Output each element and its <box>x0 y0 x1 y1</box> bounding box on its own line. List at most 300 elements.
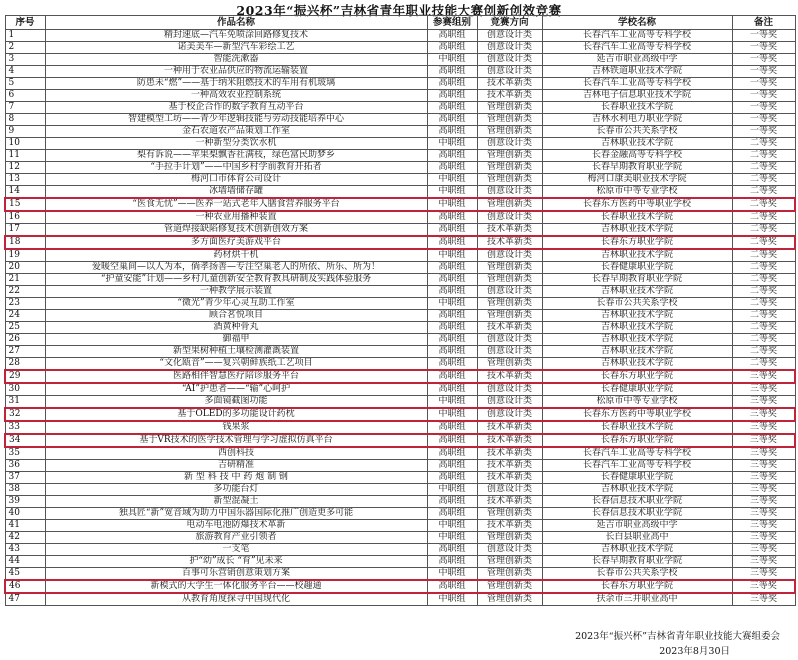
cell-school: 吉林职业技术学院 <box>542 310 732 322</box>
cell-school: 长春汽车工业高等专科学校 <box>542 42 732 54</box>
cell-note: 三等奖 <box>732 396 795 409</box>
cell-no: 5 <box>5 78 45 90</box>
cell-no: 19 <box>5 249 45 262</box>
cell-direction: 技术革新类 <box>477 434 542 447</box>
cell-name: 防患未“燃”——基于纳米阻燃技术的车用有机玻璃 <box>45 78 427 90</box>
cell-note: 一等奖 <box>732 66 795 78</box>
cell-group: 高职组 <box>427 102 477 114</box>
cell-group: 中职组 <box>427 520 477 532</box>
table-row <box>5 434 795 447</box>
cell-note: 三等奖 <box>732 421 795 434</box>
cell-school: 长春市公共关系学校 <box>542 568 732 581</box>
cell-name: 独具匠“新”宽音域为助力中国乐器国际化推广创造更多可能 <box>45 508 427 520</box>
table-row <box>5 249 795 262</box>
cell-direction: 管理创新类 <box>477 114 542 126</box>
cell-note: 一等奖 <box>732 90 795 102</box>
cell-school: 长春职业技术学院 <box>542 102 732 114</box>
cell-school: 长春汽车工业高等专科学校 <box>542 30 732 42</box>
cell-name: 多方面医疗美游戏平台 <box>45 236 427 249</box>
cell-name: 钱果浆 <box>45 421 427 434</box>
table-row <box>5 102 795 114</box>
cell-name: 吉研精准 <box>45 460 427 472</box>
cell-name: 冰墙墙储存罐 <box>45 186 427 199</box>
cell-group: 高职组 <box>427 78 477 90</box>
cell-direction: 管理创新类 <box>477 162 542 174</box>
cell-no: 2 <box>5 42 45 54</box>
cell-no: 37 <box>5 472 45 484</box>
cell-group: 高职组 <box>427 262 477 274</box>
cell-group: 高职组 <box>427 42 477 54</box>
cell-group: 高职组 <box>427 383 477 396</box>
cell-no: 13 <box>5 174 45 186</box>
cell-direction: 创意设计类 <box>477 396 542 409</box>
table-row <box>5 114 795 126</box>
cell-name: 新型果树种植土壤检测灌溉装置 <box>45 346 427 358</box>
cell-name: 精封速底—汽车免喷涂回路修复技术 <box>45 30 427 42</box>
cell-school: 吉林职业技术学院 <box>542 334 732 346</box>
cell-name: 一支笔 <box>45 544 427 556</box>
cell-name: 新 型 科 技 中 药 炮 制 钢 <box>45 472 427 484</box>
cell-group: 中职组 <box>427 249 477 262</box>
cell-no: 43 <box>5 544 45 556</box>
cell-name: 基于OLED的多功能设计药枕 <box>45 408 427 421</box>
cell-note: 三等奖 <box>732 484 795 496</box>
cell-group: 高职组 <box>427 334 477 346</box>
table-row <box>5 310 795 322</box>
cell-group: 中职组 <box>427 568 477 581</box>
cell-name: 百事可乐营销创意策划方案 <box>45 568 427 581</box>
cell-group: 高职组 <box>427 508 477 520</box>
cell-group: 高职组 <box>427 310 477 322</box>
cell-note: 三等奖 <box>732 532 795 544</box>
cell-school: 长春东方职业学院 <box>542 370 732 383</box>
table-row <box>5 346 795 358</box>
footer-date: 2023年8月30日 <box>659 646 730 657</box>
cell-school: 延吉市职业高级中学 <box>542 54 732 66</box>
cell-direction: 管理创新类 <box>477 593 542 606</box>
cell-group: 高职组 <box>427 322 477 334</box>
table-row <box>5 334 795 346</box>
cell-school: 长春市公共关系学校 <box>542 126 732 138</box>
cell-group: 高职组 <box>427 30 477 42</box>
cell-school: 长春汽车工业高等专科学校 <box>542 460 732 472</box>
cell-group: 高职组 <box>427 274 477 286</box>
cell-no: 39 <box>5 496 45 508</box>
cell-school: 长春东方职业学院 <box>542 236 732 249</box>
cell-group: 高职组 <box>427 421 477 434</box>
cell-school: 长春汽车工业高等专科学校 <box>542 78 732 90</box>
cell-school: 吉林职业技术学院 <box>542 484 732 496</box>
cell-direction: 管理创新类 <box>477 508 542 520</box>
cell-direction: 创意设计类 <box>477 544 542 556</box>
cell-note: 二等奖 <box>732 286 795 298</box>
cell-no: 24 <box>5 310 45 322</box>
table-row <box>5 593 795 606</box>
table-row <box>5 66 795 78</box>
cell-note: 一等奖 <box>732 42 795 54</box>
cell-name: 新型混凝土 <box>45 496 427 508</box>
cell-name: 多功能台灯 <box>45 484 427 496</box>
cell-direction: 管理创新类 <box>477 274 542 286</box>
cell-group: 高职组 <box>427 447 477 460</box>
table-body <box>5 30 795 606</box>
table-row <box>5 186 795 199</box>
cell-note: 三等奖 <box>732 544 795 556</box>
cell-name: “护童安能”计划——乡村儿童创新安全教育教具研制及实践体验服务 <box>45 274 427 286</box>
cell-note: 二等奖 <box>732 236 795 249</box>
cell-group: 高职组 <box>427 114 477 126</box>
cell-note: 二等奖 <box>732 162 795 174</box>
cell-no: 3 <box>5 54 45 66</box>
cell-note: 三等奖 <box>732 472 795 484</box>
cell-name: 西创科技 <box>45 447 427 460</box>
cell-group: 中职组 <box>427 54 477 66</box>
cell-school: 长春职业技术学院 <box>542 211 732 224</box>
cell-group: 高职组 <box>427 126 477 138</box>
table-row <box>5 90 795 102</box>
cell-direction: 创意设计类 <box>477 346 542 358</box>
cell-note: 二等奖 <box>732 358 795 371</box>
cell-name: 梨有诉说——苹果梨飘香社满枝，绿色富民助梦乡 <box>45 150 427 162</box>
cell-school: 扶余市三井职业高中 <box>542 593 732 606</box>
cell-name: 智能洗漱器 <box>45 54 427 66</box>
cell-school: 长春金融高等专科学校 <box>542 150 732 162</box>
cell-note: 三等奖 <box>732 370 795 383</box>
cell-school: 吉林职业技术学院 <box>542 138 732 150</box>
table-row <box>5 322 795 334</box>
cell-group: 高职组 <box>427 358 477 371</box>
cell-direction: 管理创新类 <box>477 262 542 274</box>
cell-name: 电动车电池防爆技术革新 <box>45 520 427 532</box>
cell-no: 18 <box>5 236 45 249</box>
header-name: 作品名称 <box>45 16 427 30</box>
cell-note: 二等奖 <box>732 322 795 334</box>
cell-direction: 技术革新类 <box>477 496 542 508</box>
table-row <box>5 42 795 54</box>
cell-no: 23 <box>5 298 45 310</box>
cell-direction: 管理创新类 <box>477 198 542 211</box>
cell-name: 一种教学展示装置 <box>45 286 427 298</box>
cell-school: 吉林职业技术学院 <box>542 544 732 556</box>
cell-group: 高职组 <box>427 150 477 162</box>
cell-direction: 创意设计类 <box>477 54 542 66</box>
cell-group: 高职组 <box>427 346 477 358</box>
cell-school: 梅河口康美职业技术学院 <box>542 174 732 186</box>
header-group: 参赛组别 <box>427 16 477 30</box>
cell-direction: 技术革新类 <box>477 90 542 102</box>
cell-group: 高职组 <box>427 286 477 298</box>
cell-school: 吉林电子信息职业技术学院 <box>542 90 732 102</box>
cell-direction: 管理创新类 <box>477 532 542 544</box>
cell-no: 8 <box>5 114 45 126</box>
cell-school: 吉林职业技术学院 <box>542 249 732 262</box>
table-row <box>5 262 795 274</box>
table-row <box>5 580 795 593</box>
cell-note: 二等奖 <box>732 211 795 224</box>
table-row <box>5 198 795 211</box>
cell-name: 基于VR技术的医学技术管理与学习虚拟仿真平台 <box>45 434 427 447</box>
cell-direction: 管理创新类 <box>477 126 542 138</box>
cell-note: 三等奖 <box>732 434 795 447</box>
cell-no: 20 <box>5 262 45 274</box>
cell-name: 金石农道农产品策划工作室 <box>45 126 427 138</box>
table-row <box>5 174 795 186</box>
cell-direction: 技术革新类 <box>477 78 542 90</box>
table-header-row <box>5 16 795 30</box>
cell-no: 30 <box>5 383 45 396</box>
cell-no: 41 <box>5 520 45 532</box>
table-row <box>5 30 795 42</box>
cell-name: 一种新型分类饮水机 <box>45 138 427 150</box>
table-row <box>5 472 795 484</box>
cell-direction: 技术革新类 <box>477 460 542 472</box>
cell-note: 二等奖 <box>732 310 795 322</box>
cell-school: 松原市中等专业学校 <box>542 186 732 199</box>
page-title: 2023年“振兴杯”吉林省青年职业技能大赛创新创效竞赛 <box>236 3 562 18</box>
table-row <box>5 138 795 150</box>
cell-group: 高职组 <box>427 434 477 447</box>
footer-organizer: 2023年“振兴杯”吉林省青年职业技能大赛组委会 <box>575 631 780 642</box>
cell-name: 护“幼”成长 “育”见未来 <box>45 556 427 568</box>
cell-note: 二等奖 <box>732 249 795 262</box>
cell-name: 一种农业用播种装置 <box>45 211 427 224</box>
cell-school: 长春东方医药中等职业学校 <box>542 198 732 211</box>
cell-note: 三等奖 <box>732 593 795 606</box>
cell-name: 一种高效农业控制系统 <box>45 90 427 102</box>
table-row <box>5 556 795 568</box>
cell-group: 高职组 <box>427 162 477 174</box>
cell-name: “AI”护患者——“输”心呵护 <box>45 383 427 396</box>
cell-note: 三等奖 <box>732 556 795 568</box>
cell-name: 爱暖空巢间—以人为本，倘孝扬善—专注空巢老人的所依、所乐、所为！ <box>45 262 427 274</box>
cell-group: 中职组 <box>427 138 477 150</box>
cell-no: 45 <box>5 568 45 581</box>
cell-note: 三等奖 <box>732 447 795 460</box>
cell-direction: 创意设计类 <box>477 211 542 224</box>
cell-direction: 技术革新类 <box>477 520 542 532</box>
cell-name: 管道焊接缺陷修复技术创新创效方案 <box>45 224 427 237</box>
cell-group: 高职组 <box>427 472 477 484</box>
cell-name: “微光”青少年心灵互助工作室 <box>45 298 427 310</box>
cell-direction: 技术革新类 <box>477 224 542 237</box>
header-no: 序号 <box>5 16 45 30</box>
cell-name: 医路相伴智慧医疗陪诊服务平台 <box>45 370 427 383</box>
cell-no: 12 <box>5 162 45 174</box>
table-row <box>5 447 795 460</box>
cell-direction: 技术革新类 <box>477 472 542 484</box>
cell-school: 吉林职业技术学院 <box>542 346 732 358</box>
cell-direction: 管理创新类 <box>477 568 542 581</box>
cell-direction: 创意设计类 <box>477 484 542 496</box>
cell-group: 中职组 <box>427 198 477 211</box>
table-row <box>5 496 795 508</box>
cell-group: 高职组 <box>427 224 477 237</box>
cell-school: 长春汽车工业高等专科学校 <box>542 447 732 460</box>
cell-school: 吉林职业技术学院 <box>542 322 732 334</box>
cell-note: 二等奖 <box>732 262 795 274</box>
table-row <box>5 236 795 249</box>
cell-group: 中职组 <box>427 186 477 199</box>
cell-direction: 管理创新类 <box>477 358 542 371</box>
cell-no: 25 <box>5 322 45 334</box>
cell-note: 三等奖 <box>732 383 795 396</box>
cell-school: 吉林职业技术学院 <box>542 224 732 237</box>
cell-school: 长春职业技术学院 <box>542 421 732 434</box>
cell-note: 三等奖 <box>732 508 795 520</box>
cell-name: 智建模型工坊——青少年逻辑技能与劳动技能培养中心 <box>45 114 427 126</box>
cell-no: 46 <box>5 580 45 593</box>
cell-note: 三等奖 <box>732 408 795 421</box>
cell-school: 长春健康职业学院 <box>542 472 732 484</box>
cell-school: 吉林水利电力职业学院 <box>542 114 732 126</box>
cell-name: 药材烘干机 <box>45 249 427 262</box>
cell-school: 长春早期教育职业学院 <box>542 274 732 286</box>
cell-group: 高职组 <box>427 236 477 249</box>
table-row <box>5 544 795 556</box>
cell-no: 22 <box>5 286 45 298</box>
cell-no: 42 <box>5 532 45 544</box>
cell-group: 中职组 <box>427 408 477 421</box>
cell-group: 高职组 <box>427 211 477 224</box>
cell-school: 长春健康职业学院 <box>542 383 732 396</box>
cell-note: 一等奖 <box>732 126 795 138</box>
cell-name: “医食无忧”——医养一站式老年人膳食营养服务平台 <box>45 198 427 211</box>
cell-direction: 创意设计类 <box>477 138 542 150</box>
cell-school: 长春早期教育职业学院 <box>542 556 732 568</box>
table-row <box>5 460 795 472</box>
cell-school: 吉林铁道职业技术学院 <box>542 66 732 78</box>
cell-no: 1 <box>5 30 45 42</box>
cell-name: 顾合茗悦项目 <box>45 310 427 322</box>
cell-school: 延吉市职业高级中学 <box>542 520 732 532</box>
cell-note: 二等奖 <box>732 138 795 150</box>
cell-direction: 管理创新类 <box>477 102 542 114</box>
header-direction: 竞赛方向 <box>477 16 542 30</box>
cell-school: 长春早期教育职业学院 <box>542 162 732 174</box>
cell-no: 6 <box>5 90 45 102</box>
cell-direction: 创意设计类 <box>477 66 542 78</box>
cell-note: 二等奖 <box>732 186 795 199</box>
cell-school: 松原市中等专业学校 <box>542 396 732 409</box>
cell-no: 21 <box>5 274 45 286</box>
cell-school: 长白县职业高中 <box>542 532 732 544</box>
table-row <box>5 211 795 224</box>
cell-note: 二等奖 <box>732 346 795 358</box>
cell-group: 中职组 <box>427 532 477 544</box>
cell-direction: 创意设计类 <box>477 30 542 42</box>
cell-group: 高职组 <box>427 66 477 78</box>
cell-group: 中职组 <box>427 396 477 409</box>
cell-name: 御福甲 <box>45 334 427 346</box>
cell-no: 34 <box>5 434 45 447</box>
cell-note: 三等奖 <box>732 520 795 532</box>
cell-name: 一种用于农业品供应的物流运输装置 <box>45 66 427 78</box>
cell-school: 吉林职业技术学院 <box>542 358 732 371</box>
cell-no: 38 <box>5 484 45 496</box>
cell-no: 40 <box>5 508 45 520</box>
cell-name: 新模式的大学生一体化服务平台——校趣通 <box>45 580 427 593</box>
cell-no: 28 <box>5 358 45 371</box>
cell-no: 4 <box>5 66 45 78</box>
cell-no: 33 <box>5 421 45 434</box>
cell-group: 中职组 <box>427 298 477 310</box>
cell-direction: 管理创新类 <box>477 310 542 322</box>
cell-direction: 技术革新类 <box>477 421 542 434</box>
cell-note: 二等奖 <box>732 274 795 286</box>
cell-school: 吉林职业技术学院 <box>542 286 732 298</box>
cell-direction: 创意设计类 <box>477 286 542 298</box>
cell-name: 梅河口市体育公司设计 <box>45 174 427 186</box>
cell-no: 17 <box>5 224 45 237</box>
table-row <box>5 54 795 66</box>
cell-school: 长春东方职业学院 <box>542 580 732 593</box>
cell-school: 长春东方医药中等职业学校 <box>542 408 732 421</box>
cell-note: 二等奖 <box>732 174 795 186</box>
cell-note: 三等奖 <box>732 580 795 593</box>
cell-no: 44 <box>5 556 45 568</box>
cell-direction: 技术革新类 <box>477 370 542 383</box>
table-row <box>5 298 795 310</box>
cell-note: 二等奖 <box>732 150 795 162</box>
table-row <box>5 408 795 421</box>
cell-name: 基于校企合作的数字教育互动平台 <box>45 102 427 114</box>
table-row <box>5 274 795 286</box>
cell-name: 从教育角度探寻中国现代化 <box>45 593 427 606</box>
cell-no: 16 <box>5 211 45 224</box>
table-row <box>5 224 795 237</box>
table-row <box>5 358 795 371</box>
cell-direction: 技术革新类 <box>477 447 542 460</box>
cell-no: 35 <box>5 447 45 460</box>
cell-no: 29 <box>5 370 45 383</box>
cell-direction: 技术革新类 <box>477 236 542 249</box>
cell-direction: 管理创新类 <box>477 580 542 593</box>
table-row <box>5 383 795 396</box>
cell-no: 7 <box>5 102 45 114</box>
header-school: 学校名称 <box>542 16 732 30</box>
cell-school: 长春东方职业学院 <box>542 434 732 447</box>
cell-direction: 管理创新类 <box>477 556 542 568</box>
cell-group: 中职组 <box>427 174 477 186</box>
table-row <box>5 396 795 409</box>
cell-no: 36 <box>5 460 45 472</box>
cell-group: 中职组 <box>427 593 477 606</box>
cell-direction: 创意设计类 <box>477 42 542 54</box>
cell-note: 一等奖 <box>732 114 795 126</box>
table-row <box>5 508 795 520</box>
table-row <box>5 286 795 298</box>
cell-no: 14 <box>5 186 45 199</box>
header-note: 备注 <box>732 16 795 30</box>
cell-name: 酒黄种骨丸 <box>45 322 427 334</box>
cell-direction: 管理创新类 <box>477 174 542 186</box>
cell-school: 长春信息技术职业学院 <box>542 508 732 520</box>
table-row <box>5 484 795 496</box>
cell-no: 10 <box>5 138 45 150</box>
cell-note: 三等奖 <box>732 496 795 508</box>
cell-direction: 创意设计类 <box>477 186 542 199</box>
cell-no: 11 <box>5 150 45 162</box>
cell-note: 三等奖 <box>732 568 795 581</box>
cell-direction: 创意设计类 <box>477 383 542 396</box>
cell-group: 高职组 <box>427 556 477 568</box>
cell-direction: 创意设计类 <box>477 249 542 262</box>
table-row <box>5 520 795 532</box>
cell-name: “文化瓯音”——复兴朝鲜族纸工艺项目 <box>45 358 427 371</box>
table-row <box>5 78 795 90</box>
cell-school: 长春市公共关系学校 <box>542 298 732 310</box>
cell-name: “手拉手计划”——中国乡村学前教育开拓者 <box>45 162 427 174</box>
